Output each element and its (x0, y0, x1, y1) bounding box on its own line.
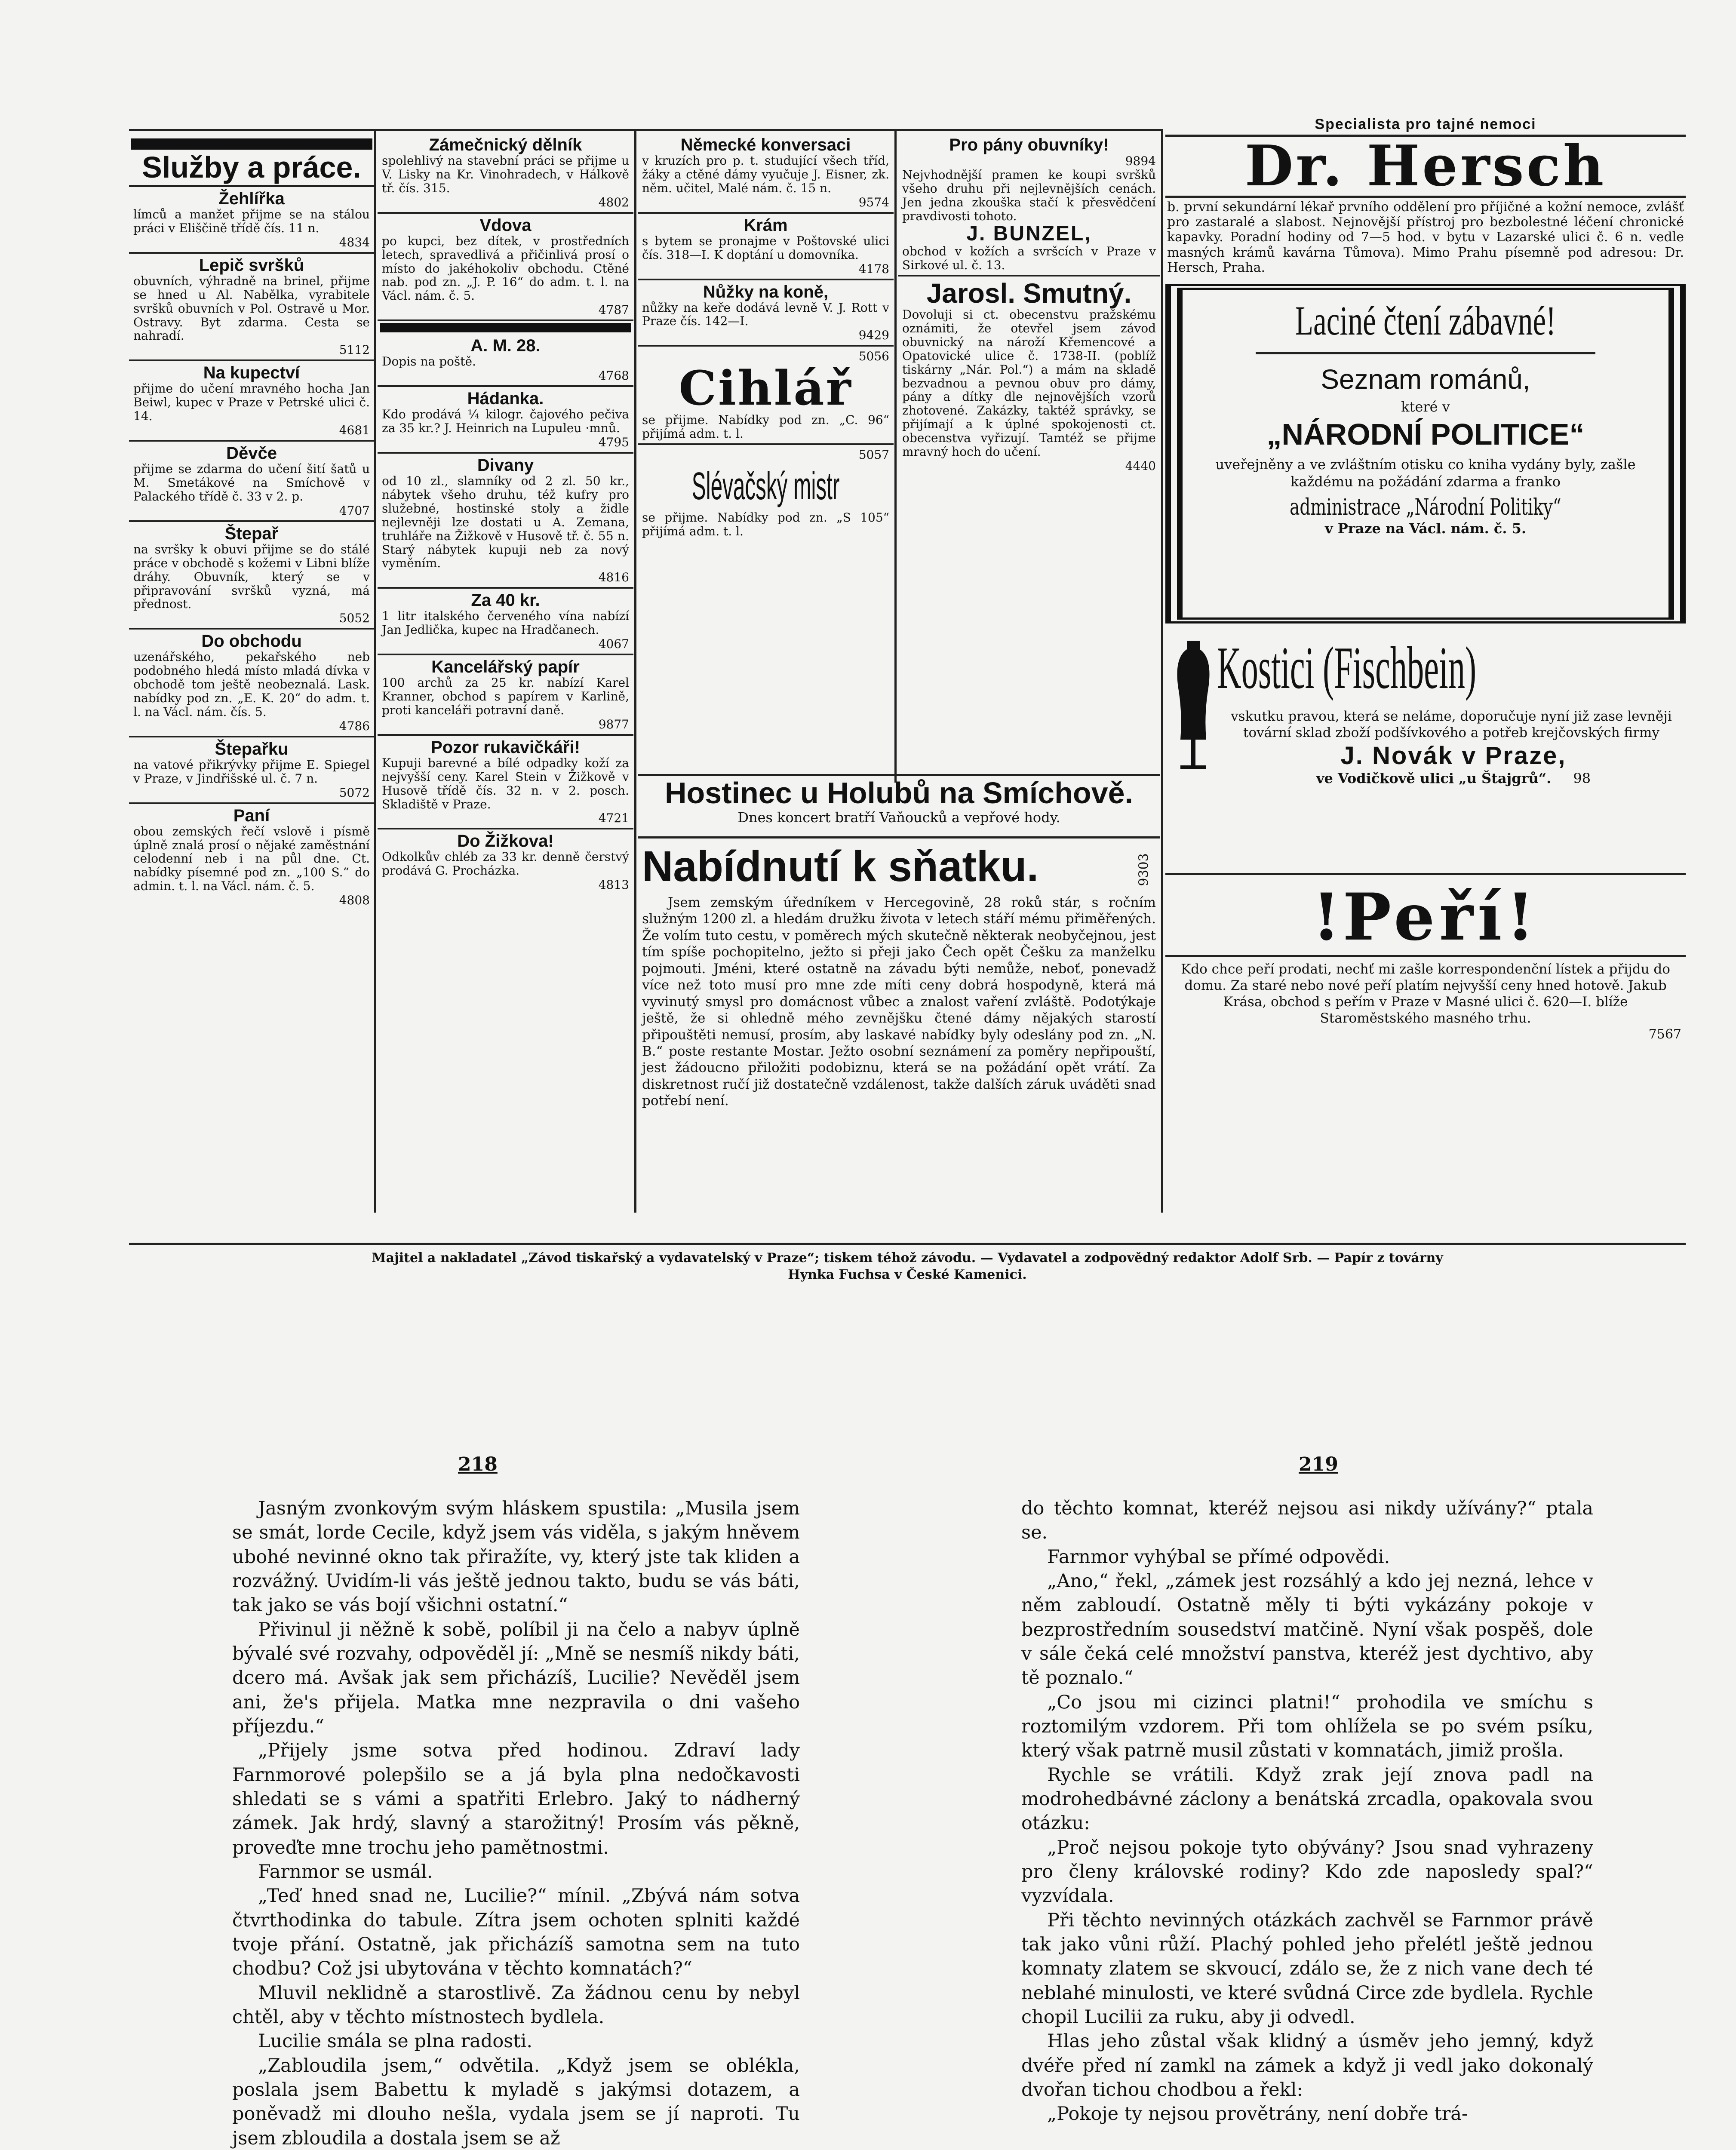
paragraph: Mluvil neklidně a starostlivě. Za žádnou cenu by nebyl chtěl, aby v těchto místnostech bydlela. (232, 1982, 800, 2028)
ad-text: 100 archů za 25 kr. nabízí Karel Kranner, obchod s papírem v Karlině, proti kanceláři potravní daně. (382, 676, 629, 717)
ad-number: 4834 (339, 235, 370, 249)
ad-number: 5072 (339, 785, 370, 800)
top-rule (129, 129, 1161, 131)
ad (129, 522, 374, 630)
ad-text: s bytem se pronajme v Poštovské ulici čís. 318—I. K doptání u domovníka. (642, 233, 889, 262)
hersch-text: b. první sekundární lékař prvního oddělení pro příjičné a kožní nemoce, zvlášť pro zastaralé a slabost. Nejnovější přístroj pro bezbolestné léčení chronické kapavky. Poradní hodiny od 7—5 hod. v bytu v Lazarské ulici č. 6 n. vedle masných krámů kavárna Tůmova). Mimo Prahu písemně pod adresou: Dr. Hersch, Praha. (1167, 199, 1684, 276)
column-rule (634, 129, 636, 1213)
hersch-name: Dr. Hersch (1244, 133, 1607, 199)
ad (129, 361, 374, 442)
ad (378, 589, 633, 655)
ad-number: 4178 (858, 261, 889, 276)
ad-text: Nejvhodnější pramen ke koupi svršků všeho druhu při nejlevnějších cenách. Jen jedna zkouška stačí k přesvědčení pravdivosti tohoto. (902, 168, 1156, 223)
ad-number: 5057 (858, 447, 889, 462)
novels-list: Seznam románů, (1321, 363, 1530, 395)
ad-title: Nůžky na koně, (703, 282, 829, 301)
paragraph: Při těchto nevinných otázkách zachvěl se Farnmor právě tak jako vůni růží. Plachý pohled jeho přelétl ještě jednou komnaty zlatem se skvoucí, zdálo se, že z nich vane dech té neblahé minulosti, ve které svůdná Circe zde bydlela. Rychle chopil Lucilii za ruku, aby ji odvedl. (1021, 1909, 1593, 2028)
story-left-page (232, 1496, 800, 2150)
ad-number: 4681 (339, 423, 370, 438)
section-header: Služby a práce. (129, 152, 374, 187)
ad (898, 276, 1160, 476)
paragraph: Hlas jeho zůstal však klidný a úsměv jeho jemný, když dvéře před ní zamkl na zámek a když ji vedl jako dokonalý dvořan tichou chodbou a řekl: (1021, 2030, 1593, 2101)
ad-number: 4067 (598, 637, 629, 651)
whalebone-title: Kostici (Fischbein) (1217, 635, 1477, 702)
novak-number: 98 (1573, 770, 1591, 787)
ad-title: Slévačský mistr (691, 464, 840, 508)
ad-number: 5052 (339, 611, 370, 626)
ad (638, 133, 894, 214)
feathers-number: 7567 (1648, 1026, 1681, 1042)
ad-title: Do obchodu (201, 632, 302, 651)
ad-title: Krám (744, 215, 788, 235)
imprint (129, 1250, 1686, 1283)
ad-number: 9877 (598, 717, 629, 731)
bottom-rule (129, 1243, 1686, 1245)
column-rule (374, 129, 376, 1213)
ad (898, 133, 1160, 276)
header-bar (131, 138, 372, 150)
novels-ad (1165, 284, 1686, 624)
ad (129, 442, 374, 522)
imprint-line-2: Hynka Fuchsa v České Kamenici. (788, 1267, 1027, 1282)
ad (638, 347, 894, 445)
marriage-text: Jsem zemským úředníkem v Hercegovině, 28 roků stár, s ročním služným 1200 zl. a hledám družku života v letech stáří mému přiměřených. Že volím tuto cestu, v poměrech mých skutečně některak neobyčejnou, jest tím spíše pochopitelno, ježto si přeji jako Čech opět Češku za manželku pojmouti. Jméni, které ostatně na závadu býti nemůže, neboť, ponevadž více než toto musí pro mne zde míti ceny dobrá hospodyně, která má vyvinutý smysl pro domácnost vůbec a znalost vaření zvláště. Podotýkaje ještě, že si ohledně mého zevnějšku čtené dámy nějakých starostí připouštěti nemusí, prosím, aby laskavé nabídky byly odeslány pod zn. „N. B.“ poste restante Mostar. Ježto osobní seznámení za poměry nepřipouští, jest žádoucno přiložiti podobiznu, která se na požádání opět vrátí. Za diskretnost ručí již dostatečně vzdálenost, takže dalších záruk uváděti snad potřebí není. (642, 895, 1156, 1109)
ad (129, 187, 374, 254)
ad-title: Štepař (224, 524, 279, 543)
novels-title: Laciné čtení zábavné! (1295, 298, 1556, 344)
ad-text: spolehlivý na stavební práci se přijme u V. Lisky na Kr. Vinohradech, v Hálkově tř. čís. 315. (382, 154, 629, 195)
section-rule (638, 774, 1160, 776)
ad-number: 4808 (339, 893, 370, 908)
paragraph: „Ano,“ řekl, „zámek jest rozsáhlý a kdo jej nezná, lehce v něm zabloudí. Ostatně měly ti býti vykázány pokoje v bezprostředním sousedství matčině. Nyní však pospěš, dole v sále čeká celé množství panstva, kteréž jest dychtivo, aby tě poznalo.“ (1021, 1570, 1593, 1689)
ad-number: 9574 (858, 195, 889, 209)
paragraph: „Přijely jsme sotva před hodinou. Zdraví lady Farnmorové polepšilo se a já byla plna nedočkavosti shledati se s vámi a spatřiti Erlebro. Jaký to nádherný zámek. Jak hrdý, slavný a starožitný! Prosím vás pěkně, proveďte mne trochu jeho pamětnostmi. (232, 1740, 800, 1858)
ad-title: Hádanka. (467, 389, 544, 408)
novels-which: které v (1401, 399, 1450, 415)
ad-text: nůžky na keře dodává levně V. J. Rott v Praze čís. 142—I. (642, 300, 889, 329)
exclamation-mark: ! (1312, 879, 1341, 955)
ad-title: Zámečnický dělník (429, 135, 582, 154)
paragraph: Lucilie smála se plna radosti. (258, 2030, 533, 2052)
ad-text: Dovoluji si ct. obecenstvu pražskému oznámiti, že otevřel jsem závod obuvnický na nároží Křemencové a Opatovické ulice č. 1738-II. (poblíž tiskárny „Nár. Pol.“) a mám na skladě bezvadnou a pevnou obuv pro dámy, pány a dítky dle nejnovějších vzorů zhotovené. Zakázky, taktéž správky, se přijímají a k úplné spokojenosti ct. obecenstva vyřizují. Tamtéž se přijme mravný hoch do učení. (902, 307, 1156, 459)
novak-address: ve Vodičkově ulici „u Štajgrů“. (1316, 770, 1552, 787)
ad-number: 4440 (1125, 458, 1156, 473)
ad-title: Divany (477, 455, 534, 475)
ad (129, 804, 374, 910)
ad (378, 736, 633, 830)
admin-name: administrace „Národní Politiky“ (1290, 494, 1561, 521)
novak-name: J. Novák v Praze, (1340, 742, 1567, 770)
column-rule (1161, 129, 1163, 1213)
story-right-page (1021, 1496, 1593, 2126)
ad-text: v kruzích pro p. t. studující všech tříd, žáky a ctěné dámy vyučuje J. Eisner, zk. něm. učitel, Malé nám. č. 15 n. (642, 154, 889, 195)
paragraph: Farnmor se usmál. (258, 1861, 433, 1883)
ad-number: 4721 (598, 811, 629, 826)
page-number-left: 218 (458, 1453, 498, 1475)
paragraph: Přivinul ji něžně k sobě, políbil ji na čelo a nabyv úplně bývalé své rozvahy, odpověděl jí: „Mně se nesmíš nikdy báti, dcero má. Avšak jak sem přicházíš, Lucilie? Nevěděl jsem ani, že's přijela. Matka mne nezpravila o dni vašeho příjezdu.“ (232, 1619, 800, 1737)
feathers-ad (1165, 875, 1686, 1041)
ad-title: Vdova (479, 215, 532, 235)
ad-title: Štepařku (215, 739, 289, 759)
ad-text: 1 litr italského červeného vína nabízí Jan Jedlička, kupec na Hradčanech. (382, 609, 629, 637)
ad-text: přijme se zdarma do učení šití šatů u M. Smetákové na Smíchově v Palackého třídě č. 33 v 2. p. (133, 462, 370, 504)
paragraph: Farnmor vyhýbal se přímé odpovědi. (1047, 1546, 1390, 1568)
column-4 (898, 133, 1160, 778)
ad-extra: J. BUNZEL, (966, 222, 1092, 245)
paragraph: „Co jsou mi cizinci platni!“ prohodila ve smíchu s roztomilým vzdorem. Při tom ohlížela se po svém psíku, který však patrně musil zůstati v komnatách, jimiž prošla. (1021, 1691, 1593, 1762)
ad (129, 737, 374, 804)
ad (378, 454, 633, 589)
ad-title: Lepič svršků (199, 255, 304, 275)
imprint-line-1: Majitel a nakladatel „Závod tiskařský a vydavatelský v Praze“; tiskem téhož závodu. — Vydavatel a zodpovědný redaktor Adolf Srb. — Papír z továrny (372, 1250, 1443, 1265)
hostinec-title: Hostinec u Holubů na Smíchově. (664, 777, 1134, 810)
ad-text: obou zemských řečí vslově i písmě úplně znalá prosí o nějaké zaměstnání celodenní neb i na půl dne. Ct. nabídky písemné pod zn. „100 S.“ do admin. t. l. na Václ. nám. č. 5. (133, 824, 370, 894)
ad-text: obuvních, výhradně na brinel, přijme se hned u Al. Nabělka, vyrabitele svršků obuvních v Pol. Ostravě u Mor. Ostravy. Byt zdarma. Cesta se nahradí. (133, 273, 370, 343)
ad-number: 4802 (598, 195, 629, 209)
ad (378, 334, 633, 387)
ad-title: Pro pány obuvníky! (949, 135, 1109, 154)
column-2 (378, 133, 633, 894)
newspaper-name: „NÁRODNÍ POLITICE“ (1266, 418, 1585, 452)
hostinec-text: Dnes koncert bratří Vaňoucků a vepřové hody. (737, 809, 1060, 826)
ad (378, 387, 633, 454)
ad-text: na vatové přikrývky přijme E. Spiegel v Praze, v Jindřišské ul. č. 7 n. (133, 757, 370, 786)
ad-title: Německé konversaci (680, 135, 851, 154)
ad-text: uzenářského, pekařského neb podobného hledá místo mladá dívka v obchodě tom ještě neobeznalá. Lask. nabídky pod zn. „E. K. 20“ do adm. t. l. na Václ. nám. čís. 5. (133, 650, 370, 719)
marriage-number: 9303 (1136, 853, 1152, 886)
ad-title: Cihlář (679, 360, 853, 416)
ad-number: 4786 (339, 719, 370, 733)
ad (638, 214, 894, 280)
section-rule (638, 836, 1160, 838)
ad-number: 4813 (598, 878, 629, 892)
ad-text: límců a manžet přijme se na stálou práci v Eliščině třídě čís. 11 n. (133, 207, 370, 235)
novels-text: uveřejněny a ve zvláštním otisku co kniha vydány byly, zašle každému na požádání zdarma a franko (1215, 456, 1636, 490)
ad-text: Dopis na poště. (382, 354, 476, 369)
ad-number: 5112 (339, 343, 370, 357)
column-rule (894, 129, 897, 783)
page-number-right: 219 (1299, 1453, 1338, 1475)
feathers-title: Peří! (1343, 879, 1539, 955)
column-3 (638, 133, 894, 778)
ad-number: 4707 (339, 503, 370, 518)
paragraph: „Proč nejsou pokoje tyto obývány? Jsou snad vyhrazeny pro členy královské rodiny? Kdo zde naposledy spal?“ vyzvídala. (1021, 1837, 1593, 1907)
ad (378, 655, 633, 736)
ad (638, 280, 894, 347)
ad-text: od 10 zl., slamníky od 2 zl. 50 kr., nábytek všeho druhu, též kufry pro služebné, hostinské stoly a židle nejlevněji lze dostati u A. Zemana, truhláře na Žižkově v Husově tř. č. 55 n. Starý nábytek kupuji neb za nový vyměním. (382, 473, 629, 571)
whalebone-ad (1165, 632, 1686, 875)
feathers-text: Kdo chce peří prodati, nechť mi zašle korrespondenční lístek a přijdu do domu. Za staré nebo nové peří platím nejvyšší ceny hned hotově. Jakub Krása, obchod s peřím v Praze v Masné ulici č. 620—I. blíže Staroměstského masného trhu. (1181, 961, 1670, 1026)
ad (129, 630, 374, 737)
paragraph: do těchto komnat, kteréž nejsou asi nikdy užívány?“ ptala se. (1021, 1498, 1593, 1544)
ad-title: Paní (233, 806, 270, 825)
ad-number: 4816 (598, 570, 629, 585)
ad-text: na svršky k obuvi přijme se do stálé práce v obchodě s kožemi v Libni blíže dráhy. Obuvník, který se v připravování svršků vyzná, má přednost. (133, 542, 370, 611)
hostinec-ad (638, 777, 1160, 835)
ad-title: Do Žižkova! (457, 832, 554, 851)
ad-title: Na kupectví (203, 363, 300, 383)
whalebone-text: vskutku pravou, která se neláme, doporučuje nyní již zase levněji tovární sklad zboží podšívkového a potřeb krejčovských firmy (1231, 709, 1672, 741)
marriage-ad (638, 841, 1160, 1236)
paragraph: Jasným zvonkovým svým hláskem spustila: „Musila jsem se smát, lorde Cecile, když jsem vás viděla, s jakým hněvem ubohé nevinné okno tak přiražíte, vy, který jste tak kliden a rozvážný. Uvidím-li vás ještě jednou takto, budu se vás báti, tak jako se vás bojí všichni ostatní.“ (232, 1498, 800, 1616)
ad-text: Odkolkův chléb za 33 kr. denně čerstvý prodává G. Procházka. (382, 850, 629, 878)
ad-text: Kdo prodává ¼ kilogr. čajového pečiva za 35 kr.? J. Heinrich na Lupuleu ·mnů. (382, 407, 629, 436)
ad-number: 4787 (598, 303, 629, 317)
ad (129, 254, 374, 362)
ad-title: Žehlířka (218, 189, 285, 208)
ad-text: se přijme. Nabídky pod zn. „S 105“ přijímá adm. t. l. (642, 510, 889, 539)
specialista: Specialista pro tajné nemoci (1315, 116, 1536, 132)
ad-number: 5056 (858, 349, 889, 364)
ad-text: po kupci, bez dítek, v prostředních letech, spravedlivá a přičinlivá prosí o místo do jakéhokoliv obchodu. Ctěné nab. pod zn. „J. P. 16“ do adm. t. l. na Václ. nám. č. 5. (382, 233, 629, 303)
paragraph: „Pokoje ty nejsou provětrány, není dobře trá- (1047, 2103, 1468, 2125)
ad-title: Za 40 kr. (471, 591, 540, 610)
ornament-divider (1256, 352, 1595, 354)
ad-title: Kancelářský papír (431, 657, 580, 677)
ad (638, 445, 894, 541)
ad-number: 9429 (858, 328, 889, 343)
ad-text: obchod v kožích a svršcích v Praze v Sirkové ul. č. 13. (902, 244, 1156, 272)
dress-form-icon (1174, 641, 1213, 778)
ad-number: 9894 (1125, 154, 1156, 168)
marriage-title: Nabídnutí k sňatku. (642, 842, 1039, 891)
ad-text: přijme do učení mravného hocha Jan Beiwl, kupec v Praze v Petrské ulici č. 14. (133, 381, 370, 424)
paragraph: „Teď hned snad ne, Lucilie?“ mínil. „Zbývá nám sotva čtvrthodinka do tabule. Zítra jsem ochoten splniti každé tvoje přání. Ostatně, jak přicházíš samotna sem na tuto chodbu? Což jsi ubytována v těchto komnatách?“ (232, 1885, 800, 1980)
ad-title: Pozor rukavičkáři! (431, 737, 580, 757)
ad-title: Jarosl. Smutný. (926, 277, 1132, 309)
ad-text: Kupuji barevné a bílé odpadky koží za nejvyšší ceny. Karel Stein v Žižkově v Husově třídě čís. 32 n. v 2. posch. Skladiště v Praze. (382, 756, 629, 811)
paragraph: „Zabloudila jsem,“ odvětila. „Když jsem se oblékla, poslala jsem Babettu k myladě s jakýmsi dotazem, a poněvadž mi dlouho nešla, vydala jsem se jí naproti. Tu jsem zbloudila a dostala jsem se až (232, 2055, 800, 2149)
column-5 (1165, 116, 1686, 1241)
separator-bar (380, 323, 631, 332)
ad-text: se přijme. Nabídky pod zn. „C. 96“ přijímá adm. t. l. (642, 412, 889, 441)
column-1 (129, 138, 374, 910)
ad (378, 133, 633, 214)
paragraph: Rychle se vrátili. Když zrak její znova padl na modrohedbávné záclony a benátská zrcadla, opakovala svou otázku: (1021, 1764, 1593, 1834)
ad-title: A. M. 28. (470, 336, 541, 356)
ad-number: 4768 (598, 369, 629, 383)
ad-title: Děvče (226, 444, 277, 463)
ad (378, 214, 633, 322)
ad (378, 829, 633, 894)
ad-number: 4795 (598, 435, 629, 449)
admin-address: v Praze na Václ. nám. č. 5. (1324, 520, 1527, 537)
